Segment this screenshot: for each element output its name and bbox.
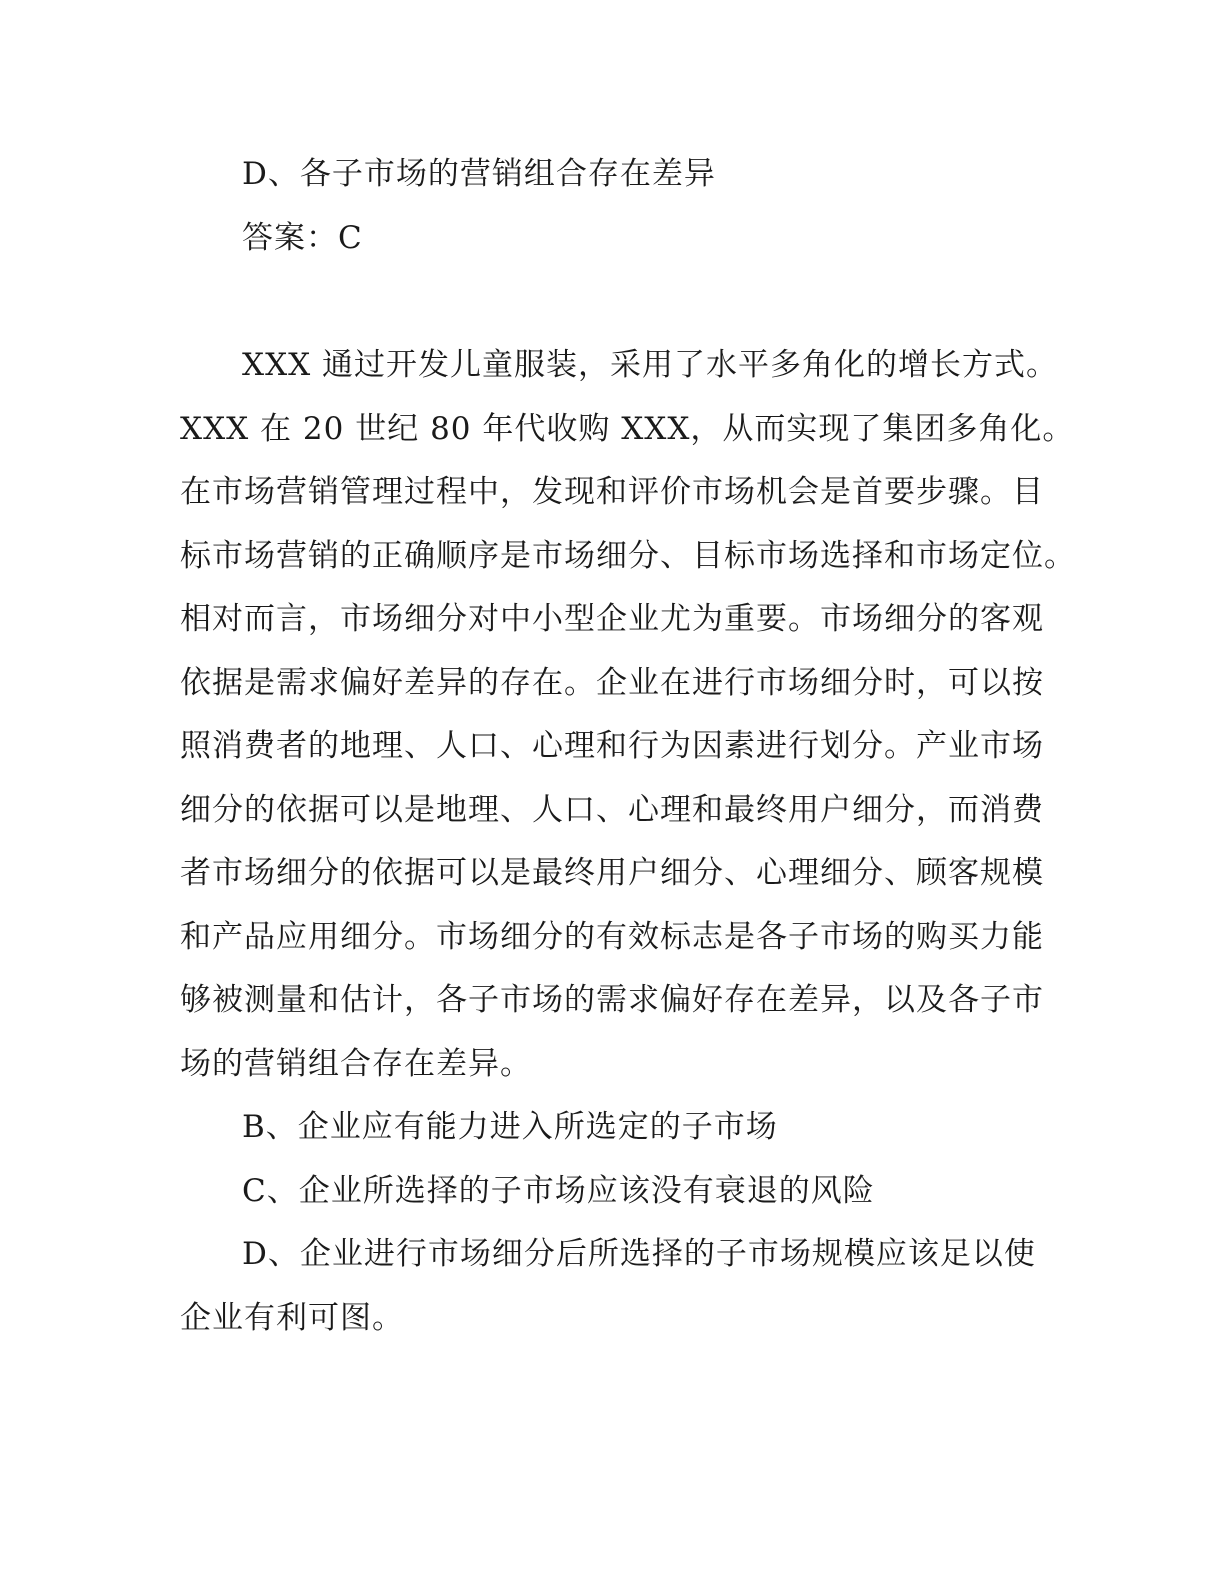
paragraph-line-4: 标市场营销的正确顺序是市场细分、目标市场选择和市场定位。: [180, 538, 1076, 574]
paragraph-line-11: 够被测量和估计，各子市场的需求偏好存在差异，以及各子市: [180, 982, 1044, 1018]
paragraph-line-6: 依据是需求偏好差异的存在。企业在进行市场细分时，可以按: [180, 665, 1044, 701]
paragraph-line-10: 和产品应用细分。市场细分的有效标志是各子市场的购买力能: [180, 919, 1044, 955]
answer-line: 答案：C: [242, 220, 363, 256]
option-d-line-1: D、企业进行市场细分后所选择的子市场规模应该足以使: [242, 1236, 1036, 1272]
option-d-line-2: 企业有利可图。: [180, 1300, 404, 1336]
paragraph-line-8: 细分的依据可以是地理、人口、心理和最终用户细分，而消费: [180, 792, 1044, 828]
paragraph-line-5: 相对而言，市场细分对中小型企业尤为重要。市场细分的客观: [180, 601, 1044, 637]
paragraph-line-1: XXX 通过开发儿童服装，采用了水平多角化的增长方式。: [242, 347, 1059, 383]
paragraph-line-7: 照消费者的地理、人口、心理和行为因素进行划分。产业市场: [180, 728, 1044, 764]
paragraph-line-9: 者市场细分的依据可以是最终用户细分、心理细分、顾客规模: [180, 855, 1044, 891]
paragraph-line-2: XXX 在 20 世纪 80 年代收购 XXX，从而实现了集团多角化。: [180, 411, 1075, 447]
option-c: C、企业所选择的子市场应该没有衰退的风险: [242, 1173, 875, 1209]
option-d-top: D、各子市场的营销组合存在差异: [242, 156, 716, 192]
option-b: B、企业应有能力进入所选定的子市场: [242, 1109, 778, 1145]
paragraph-line-12: 场的营销组合存在差异。: [180, 1046, 532, 1082]
paragraph-line-3: 在市场营销管理过程中，发现和评价市场机会是首要步骤。目: [180, 474, 1044, 510]
